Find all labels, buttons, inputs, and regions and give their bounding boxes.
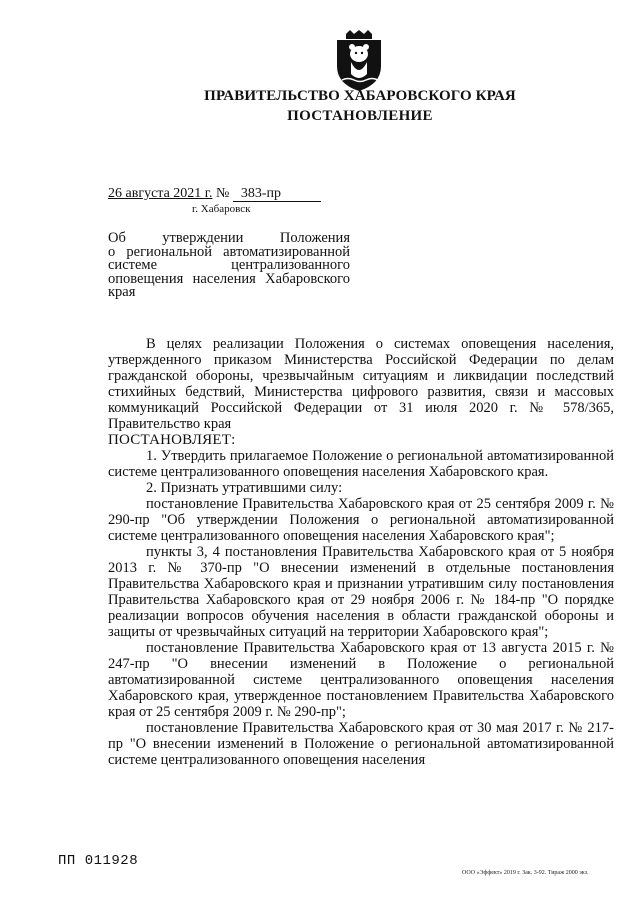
- subject-line: края: [108, 284, 136, 300]
- subject-line: Об утверждении Положения: [108, 230, 350, 246]
- subject-line: о региональной автоматизированной: [108, 243, 350, 260]
- date-number-line: [108, 186, 321, 202]
- repealed-act-4: постановление Правительства Хабаровского края от 30 мая 2017 г. № 217-пр "О внесении изменений в Положение о региональной автоматизированной системе централизованного оповещения населения: [108, 720, 614, 768]
- repealed-act-3: постановление Правительства Хабаровского края от 13 августа 2015 г. № 247-пр "О внесении изменений в Положение о региональной автоматизированной системе централизованного оповещения населения Хабаровского края, утвержденное постановлением Правительства Хабаровского края от 25 сентября 2009 г. № 290-пр";: [108, 640, 614, 720]
- document-subject: [108, 232, 350, 300]
- number-sign: №: [215, 186, 230, 201]
- subject-line: системе централизованного: [108, 257, 350, 273]
- intro-paragraph: В целях реализации Положения о системах оповещения населения, утвержденного приказом Министерства Российской Федерации по делам гражданской обороны, чрезвычайным ситуациям и ликвидации последствий стихийных бедствий, Министерства цифрового развития, связи и массовых коммуникаций Российской Федерации от 31 июля 2020 г. № 578/365, Правительство края: [108, 336, 614, 432]
- repealed-act-1: постановление Правительства Хабаровского края от 25 сентября 2009 г. № 290-пр "Об утверждении Положения о региональной автоматизированной системе централизованного оповещения населения Хабаровского края";: [108, 496, 614, 544]
- printer-imprint: ООО «Эффект» 2019 г. Зак. 3-92. Тираж 2000 экз.: [462, 870, 589, 876]
- document-body: [108, 336, 614, 768]
- document-date: 26 августа 2021 г.: [108, 186, 213, 201]
- item-2: 2. Признать утратившими силу:: [146, 480, 343, 496]
- subject-line: оповещения населения Хабаровского: [108, 270, 350, 287]
- coat-of-arms-icon: [334, 30, 384, 92]
- organization-title: ПРАВИТЕЛЬСТВО ХАБАРОВСКОГО КРАЯ: [204, 88, 516, 104]
- document-type-title: ПОСТАНОВЛЕНИЕ: [287, 108, 433, 124]
- resolve-heading: ПОСТАНОВЛЯЕТ:: [108, 432, 236, 448]
- document-number: 383-пр: [233, 187, 321, 202]
- repealed-act-2: пункты 3, 4 постановления Правительства Хабаровского края от 5 ноября 2013 г. № 370-пр "О внесении изменений в отдельные постановления Правительства Хабаровского края и признании утратившим силу постановления Правительства Хабаровского края от 29 ноября 2006 г. № 184-пр "О порядке реализации вопросов обучения населения в области гражданской обороны и защиты от чрезвычайных ситуаций на территории Хабаровского края";: [108, 544, 614, 640]
- document-place: г. Хабаровск: [192, 203, 251, 215]
- item-1: 1. Утвердить прилагаемое Положение о региональной автоматизированной системе централизованного оповещения населения Хабаровского края.: [108, 448, 614, 480]
- form-serial-code: ПП 011928: [58, 853, 139, 869]
